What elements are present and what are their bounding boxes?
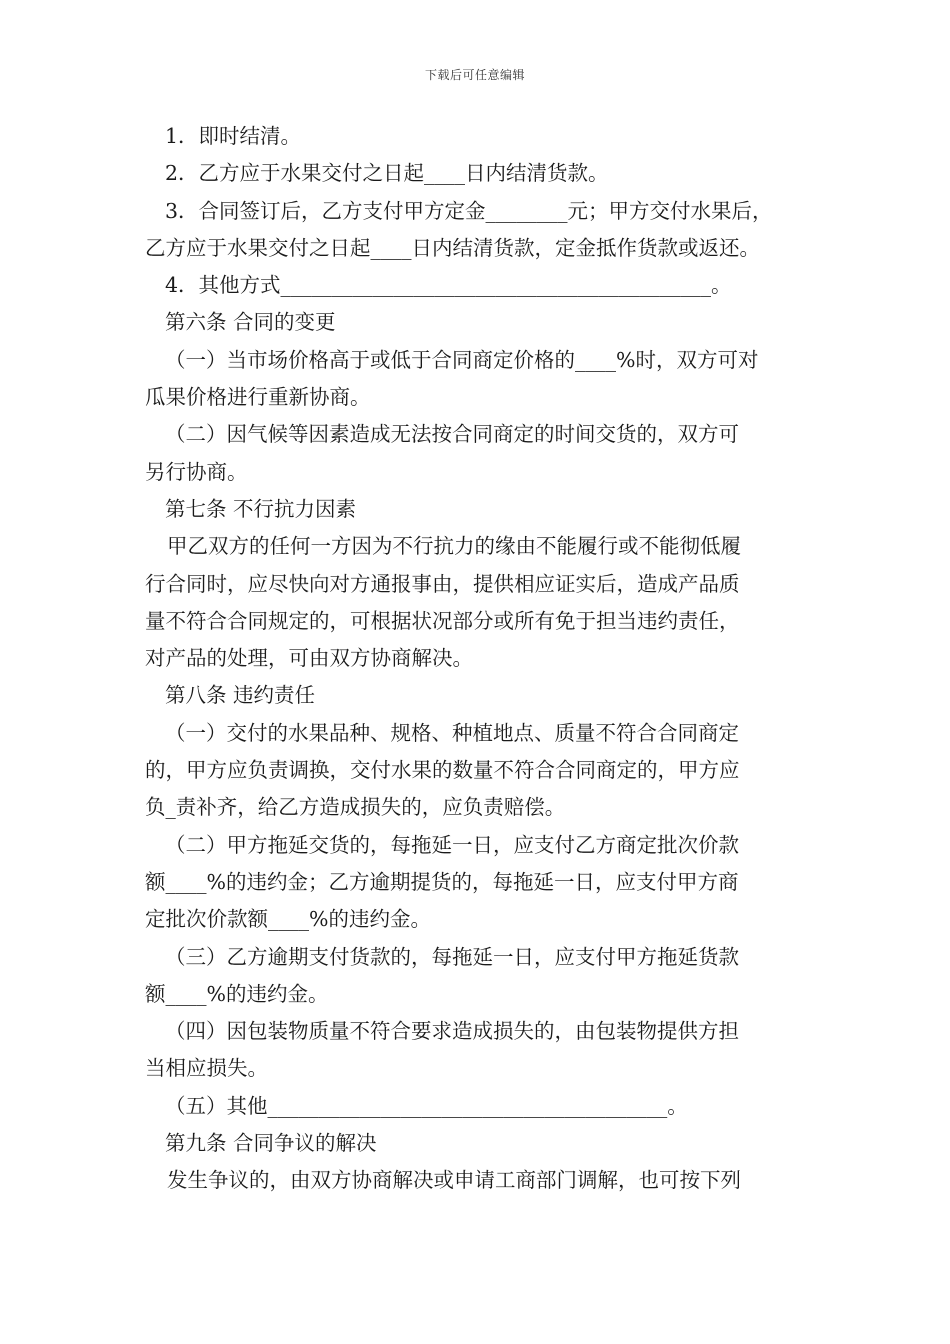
section-heading: 第九条 合同争议的解决: [165, 1131, 377, 1156]
paragraph-line: 对产品的处理，可由双方协商解决。: [145, 646, 473, 671]
paragraph-line: 3．合同签订后，乙方支付甲方定金________元；甲方交付水果后，: [165, 198, 773, 223]
page-header-note: 下载后可任意编辑: [424, 68, 525, 82]
paragraph-line: 额____%的违约金；乙方逾期提货的，每拖延一日，应支付甲方商: [145, 869, 739, 894]
section-heading: 第八条 违约责任: [165, 683, 316, 708]
paragraph-line: 1．即时结清。: [165, 124, 302, 148]
paragraph-line: （三）乙方逾期支付货款的，每拖延一日，应支付甲方拖延货款: [165, 944, 739, 969]
paragraph-line: （一）当市场价格高于或低于合同商定价格的____%时，双方可对: [165, 347, 759, 372]
paragraph-line: 额____%的违约金。: [145, 981, 329, 1006]
paragraph-line: （四）因包装物质量不符合要求造成损失的，由包装物提供方担: [165, 1019, 739, 1044]
section-heading: 第六条 合同的变更: [165, 310, 336, 335]
paragraph-line: 行合同时，应尽快向对方通报事由，提供相应证实后，造成产品质: [145, 571, 740, 596]
paragraph-line: 乙方应于水果交付之日起____日内结清货款，定金抵作货款或返还。: [145, 235, 760, 260]
paragraph-line: 2．乙方应于水果交付之日起____日内结清货款。: [165, 161, 609, 186]
paragraph-line: 瓜果价格进行重新协商。: [145, 385, 371, 410]
paragraph-line: （一）交付的水果品种、规格、种植地点、质量不符合合同商定: [165, 720, 739, 745]
paragraph-line: 负_责补齐，给乙方造成损失的，应负责赔偿。: [145, 795, 566, 820]
paragraph-line: 量不符合合同规定的，可根据状况部分或所有免于担当违约责任，: [145, 608, 740, 633]
paragraph-line: （二）因气候等因素造成无法按合同商定的时间交货的，双方可: [165, 422, 739, 447]
section-heading: 第七条 不行抗力因素: [165, 496, 357, 521]
document-body: [145, 118, 813, 1200]
paragraph-line: （五）其他_______________________________________。: [165, 1093, 688, 1118]
paragraph-line: （二）甲方拖延交货的，每拖延一日，应支付乙方商定批次价款: [165, 832, 739, 857]
paragraph-line: 甲乙双方的任何一方因为不行抗力的缘由不能履行或不能彻低履: [167, 534, 741, 559]
paragraph-line: 当相应损失。: [145, 1056, 268, 1081]
paragraph-line: 发生争议的，由双方协商解决或申请工商部门调解，也可按下列: [167, 1168, 741, 1193]
paragraph-line: 定批次价款额____%的违约金。: [145, 907, 431, 932]
paragraph-line: 另行协商。: [145, 459, 248, 484]
paragraph-line: 4．其他方式__________________________________________。: [165, 273, 732, 298]
paragraph-line: 的，甲方应负责调换，交付水果的数量不符合合同商定的，甲方应: [145, 758, 740, 783]
